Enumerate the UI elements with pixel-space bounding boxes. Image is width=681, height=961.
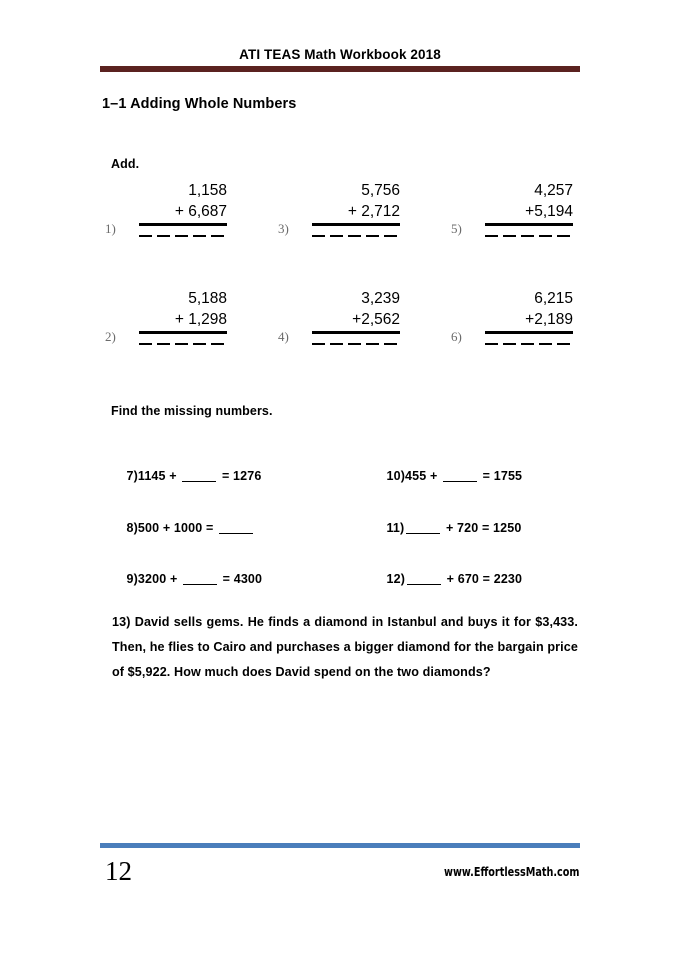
problem-number: 5) [451, 221, 462, 236]
answer-blank[interactable] [182, 481, 216, 482]
problem-number: 3) [278, 221, 289, 236]
addition-stack [127, 180, 227, 237]
expression-before: 455 + [405, 469, 442, 483]
addend-top: 5,188 [188, 290, 227, 307]
addend-top: 5,756 [361, 182, 400, 199]
addend-top: 4,257 [534, 182, 573, 199]
section-heading: 1–1 Adding Whole Numbers [102, 96, 297, 112]
sum-rule [139, 223, 227, 226]
addend-top: 3,239 [361, 290, 400, 307]
missing-number-problem-11 [372, 507, 521, 549]
answer-blank[interactable] [219, 533, 253, 534]
sum-rule [312, 331, 400, 334]
vertical-problem-2 [105, 288, 255, 368]
addend-bottom: +5,194 [525, 203, 573, 220]
answer-blank[interactable] [407, 584, 441, 585]
answer-blank[interactable] [139, 343, 227, 345]
problem-number: 11) [386, 521, 405, 535]
missing-number-problem-8 [112, 507, 255, 549]
addend-bottom: + 2,712 [347, 203, 400, 220]
site-url: www.EffortlessMath.com [444, 864, 580, 879]
expression-before: 1145 + [137, 469, 181, 483]
answer-blank[interactable] [485, 343, 573, 345]
answer-blank[interactable] [312, 343, 400, 345]
missing-number-problem-9 [112, 558, 262, 600]
missing-number-problem-7 [112, 455, 261, 497]
problem-number: 2) [105, 329, 116, 344]
addend-bottom: +2,562 [352, 311, 400, 328]
expression-after: = 4300 [219, 572, 263, 586]
instruction-missing-numbers: Find the missing numbers. [111, 404, 273, 418]
addition-stack [127, 288, 227, 345]
problem-number: 10) [386, 469, 406, 483]
addend-bottom: + 1,298 [174, 311, 227, 328]
expression-after: = 1755 [479, 469, 523, 483]
addend-bottom: + 6,687 [174, 203, 227, 220]
header-divider [100, 66, 580, 72]
addend-top: 1,158 [188, 182, 227, 199]
problem-number: 8) [126, 521, 138, 535]
addition-stack [473, 288, 573, 345]
addition-stack [473, 180, 573, 237]
expression-before: 3200 + [137, 572, 182, 586]
missing-number-problem-12 [372, 558, 522, 600]
answer-blank[interactable] [443, 481, 477, 482]
footer-divider [100, 843, 580, 848]
vertical-problem-5 [451, 180, 601, 260]
sum-rule [139, 331, 227, 334]
page-number: 12 [105, 856, 132, 886]
problem-number: 1) [105, 221, 116, 236]
sum-rule [485, 223, 573, 226]
answer-blank[interactable] [139, 235, 227, 237]
answer-blank[interactable] [485, 235, 573, 237]
word-problem-13: 13) David sells gems. He finds a diamond in Istanbul and buys it for $3,433. Then, he flies to Cairo and purchases a bigger diamond for the bargain price of $5,922. How much does David spend on the two diamonds? [112, 615, 578, 679]
expression-before: 500 + 1000 = [137, 521, 218, 535]
missing-number-problem-10 [372, 455, 522, 497]
problem-number: 12) [386, 572, 406, 586]
page-title: ATI TEAS Math Workbook 2018 [239, 47, 441, 62]
sum-rule [312, 223, 400, 226]
addition-stack [300, 180, 400, 237]
problem-number: 7) [126, 469, 138, 483]
vertical-problem-3 [278, 180, 428, 260]
expression-after: + 670 = 2230 [443, 572, 523, 586]
addend-bottom: +2,189 [525, 311, 573, 328]
answer-blank[interactable] [312, 235, 400, 237]
vertical-problem-4 [278, 288, 428, 368]
addend-top: 6,215 [534, 290, 573, 307]
vertical-problem-1 [105, 180, 255, 260]
addition-stack [300, 288, 400, 345]
expression-after: = 1276 [218, 469, 262, 483]
answer-blank[interactable] [406, 533, 440, 534]
expression-after: + 720 = 1250 [442, 521, 522, 535]
problem-number: 4) [278, 329, 289, 344]
vertical-problem-6 [451, 288, 601, 368]
sum-rule [485, 331, 573, 334]
answer-blank[interactable] [183, 584, 217, 585]
instruction-add: Add. [111, 157, 140, 171]
problem-number: 6) [451, 329, 462, 344]
problem-number: 9) [126, 572, 138, 586]
